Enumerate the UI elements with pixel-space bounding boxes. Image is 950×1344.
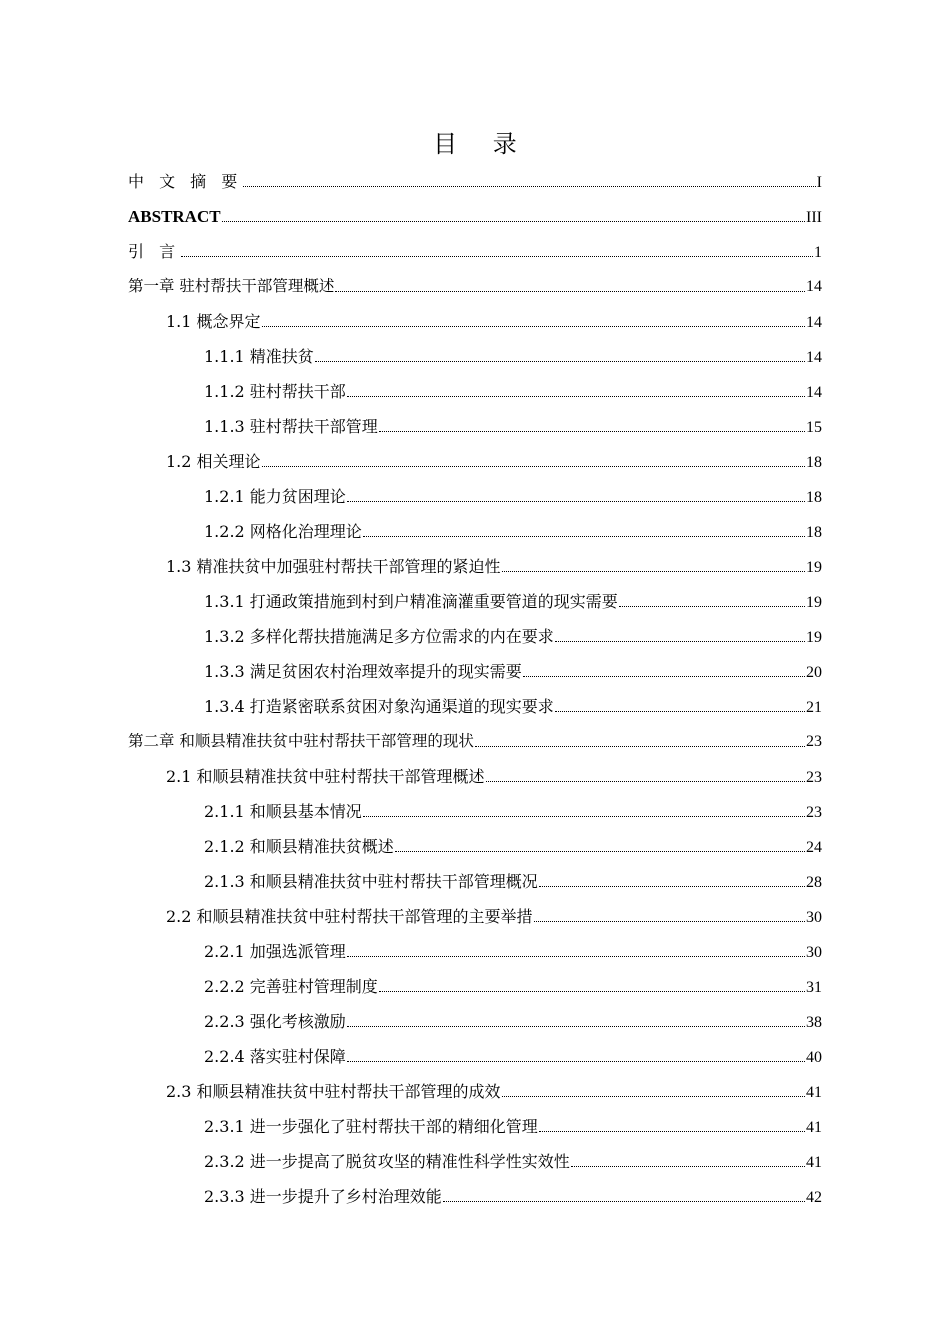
toc-entry[interactable] [128,479,822,514]
toc-entry-label: 中 文 摘 要 [128,172,243,191]
toc-entry-page-number: 38 [806,1014,822,1031]
toc-entry[interactable] [128,1074,822,1109]
toc-leader-dots [347,501,805,502]
toc-entry-label: 1.3.1 打通政策措施到村到户精准滴灌重要管道的现实需要 [204,592,618,611]
toc-entry-page-number: 40 [806,1049,822,1066]
toc-entry[interactable] [128,339,822,374]
toc-leader-dots [555,641,805,642]
toc-entry[interactable] [128,409,822,444]
toc-leader-dots [222,221,805,222]
toc-leader-dots [486,781,805,782]
toc-leader-dots [523,676,805,677]
toc-leader-dots [555,711,805,712]
toc-entry-label: 2.3 和顺县精准扶贫中驻村帮扶干部管理的成效 [166,1082,501,1101]
toc-leader-dots [502,571,805,572]
toc-entry-page-number: 18 [806,489,822,506]
toc-entry-page-number: 20 [806,664,822,681]
toc-entry-page-number: 14 [806,349,822,366]
toc-entry-page-number: 41 [806,1084,822,1101]
toc-entry[interactable] [128,584,822,619]
toc-entry[interactable] [128,864,822,899]
toc-entry[interactable] [128,619,822,654]
toc-leader-dots [347,1026,805,1027]
toc-entry[interactable] [128,514,822,549]
toc-entry-page-number: 19 [806,629,822,646]
toc-leader-dots [262,326,805,327]
toc-entry[interactable] [128,1004,822,1039]
toc-entry-page-number: 14 [806,314,822,331]
toc-entry-page-number: 23 [806,733,822,750]
toc-leader-dots [315,361,805,362]
toc-entry-label: 1.1 概念界定 [166,312,261,331]
toc-entry-page-number: 19 [806,559,822,576]
toc-entry-label: 1.1.2 驻村帮扶干部 [204,382,346,401]
toc-leader-dots [335,291,805,292]
toc-entry-page-number: 23 [806,804,822,821]
toc-entry-label: 2.1.1 和顺县基本情况 [204,802,362,821]
toc-entry-page-number: 15 [806,419,822,436]
toc-leader-dots [475,746,805,747]
toc-leader-dots [571,1166,805,1167]
toc-entry[interactable] [128,269,822,304]
toc-leader-dots [502,1096,805,1097]
toc-entry[interactable] [128,654,822,689]
toc-entry-label: 1.3.3 满足贫困农村治理效率提升的现实需要 [204,662,522,681]
toc-entry[interactable] [128,689,822,724]
toc-entry[interactable] [128,1144,822,1179]
toc-leader-dots [181,256,813,257]
toc-entry[interactable] [128,794,822,829]
toc-entry-label: 第一章 驻村帮扶干部管理概述 [128,277,335,295]
toc-entry-label: 2.1.3 和顺县精准扶贫中驻村帮扶干部管理概况 [204,872,538,891]
toc-entry-page-number: 19 [806,594,822,611]
toc-entry-page-number: 21 [806,699,822,716]
toc-entry-label: 引 言 [128,242,181,261]
toc-entry-label: 2.3.1 进一步强化了驻村帮扶干部的精细化管理 [204,1117,538,1136]
toc-entry-page-number: 31 [806,979,822,996]
toc-entry[interactable] [128,199,822,234]
toc-leader-dots [347,1061,805,1062]
toc-entry-page-number: 1 [814,244,822,261]
toc-leader-dots [443,1201,805,1202]
toc-entry-label: 2.2.4 落实驻村保障 [204,1047,346,1066]
toc-leader-dots [539,1131,805,1132]
toc-entry-page-number: 28 [806,874,822,891]
toc-entry[interactable] [128,829,822,864]
toc-leader-dots [363,536,805,537]
toc-leader-dots [379,431,805,432]
toc-leader-dots [363,816,805,817]
toc-entry-label: 2.3.2 进一步提高了脱贫攻坚的精准性科学性实效性 [204,1152,570,1171]
toc-entry-label: 2.2 和顺县精准扶贫中驻村帮扶干部管理的主要举措 [166,907,533,926]
toc-entry-page-number: 14 [806,278,822,295]
table-of-contents [128,164,822,1214]
toc-entry-page-number: 30 [806,909,822,926]
toc-leader-dots [347,396,805,397]
toc-entry-label: 1.3 精准扶贫中加强驻村帮扶干部管理的紧迫性 [166,557,501,576]
toc-entry-page-number: 42 [806,1189,822,1206]
toc-entry-page-number: I [816,174,822,191]
toc-entry-page-number: 23 [806,769,822,786]
toc-entry-label: 2.1 和顺县精准扶贫中驻村帮扶干部管理概述 [166,767,485,786]
toc-entry-label: 1.1.1 精准扶贫 [204,347,314,366]
toc-entry[interactable] [128,1109,822,1144]
toc-entry[interactable] [128,234,822,269]
toc-leader-dots [262,466,805,467]
toc-entry-label: 第二章 和顺县精准扶贫中驻村帮扶干部管理的现状 [128,732,474,750]
toc-entry[interactable] [128,724,822,759]
toc-entry[interactable] [128,304,822,339]
toc-entry-label: ABSTRACT [128,207,221,226]
toc-entry[interactable] [128,1179,822,1214]
toc-leader-dots [347,956,805,957]
toc-entry-label: 1.2 相关理论 [166,452,261,471]
toc-entry[interactable] [128,164,822,199]
toc-entry-page-number: III [806,209,822,226]
toc-entry[interactable] [128,969,822,1004]
toc-entry-label: 2.2.1 加强选派管理 [204,942,346,961]
toc-entry[interactable] [128,549,822,584]
toc-leader-dots [243,186,815,187]
toc-entry-label: 1.1.3 驻村帮扶干部管理 [204,417,378,436]
toc-leader-dots [395,851,805,852]
toc-entry[interactable] [128,934,822,969]
toc-entry-label: 1.3.2 多样化帮扶措施满足多方位需求的内在要求 [204,627,554,646]
toc-entry[interactable] [128,444,822,479]
toc-entry-page-number: 14 [806,384,822,401]
toc-entry-page-number: 18 [806,524,822,541]
toc-entry-label: 2.3.3 进一步提升了乡村治理效能 [204,1187,442,1206]
toc-entry[interactable] [128,759,822,794]
toc-entry-page-number: 30 [806,944,822,961]
toc-entry[interactable] [128,1039,822,1074]
toc-entry-label: 2.1.2 和顺县精准扶贫概述 [204,837,394,856]
toc-entry[interactable] [128,899,822,934]
toc-entry-label: 2.2.3 强化考核激励 [204,1012,346,1031]
toc-entry-label: 1.2.2 网格化治理理论 [204,522,362,541]
toc-entry-page-number: 24 [806,839,822,856]
toc-entry[interactable] [128,374,822,409]
toc-leader-dots [619,606,805,607]
toc-entry-label: 1.3.4 打造紧密联系贫困对象沟通渠道的现实要求 [204,697,554,716]
toc-entry-page-number: 18 [806,454,822,471]
toc-leader-dots [379,991,805,992]
toc-leader-dots [539,886,805,887]
toc-entry-label: 1.2.1 能力贫困理论 [204,487,346,506]
toc-entry-label: 2.2.2 完善驻村管理制度 [204,977,378,996]
toc-entry-page-number: 41 [806,1119,822,1136]
toc-leader-dots [534,921,805,922]
toc-entry-page-number: 41 [806,1154,822,1171]
toc-title: 目 录 [433,130,531,158]
